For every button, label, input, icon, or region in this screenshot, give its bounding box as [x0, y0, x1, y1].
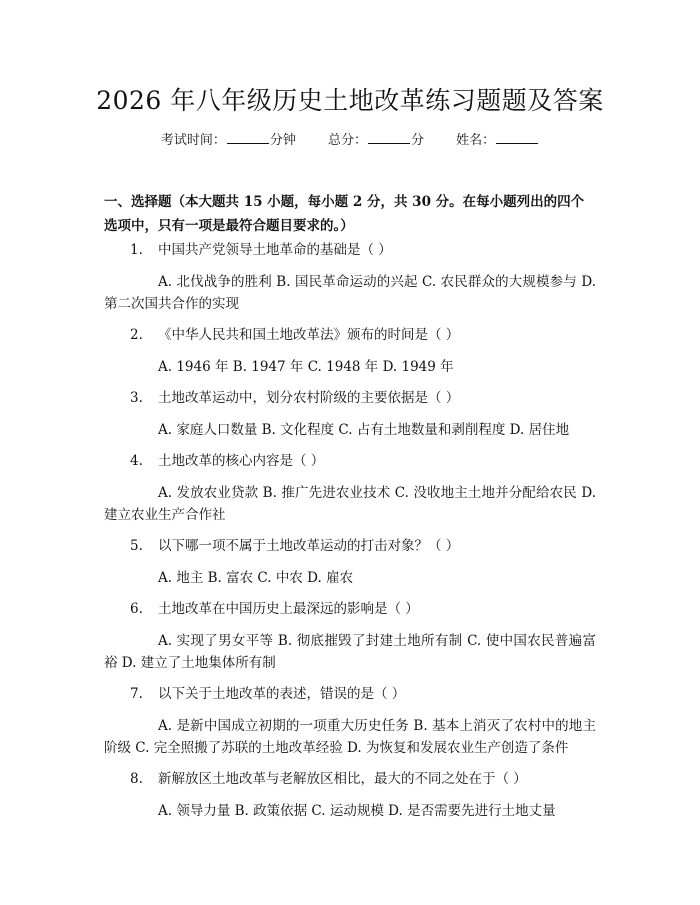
question-stem: 《中华人民共和国土地改革法》颁布的时间是（ ）	[158, 327, 460, 343]
question-list	[104, 240, 596, 832]
score-blank	[368, 132, 410, 144]
document-title: 2026 年八年级历史土地改革练习题题及答案	[96, 86, 604, 115]
question-options: A. 领导力量 B. 政策依据 C. 运动规模 D. 是否需要先进行土地丈量	[158, 803, 556, 819]
question-stem: 土地改革运动中，划分农村阶级的主要依据是（ ）	[158, 390, 460, 406]
time-field	[161, 131, 296, 151]
question-stem: 以下关于土地改革的表述，错误的是（ ）	[158, 686, 406, 702]
question-number: 5.	[130, 538, 143, 554]
question-options: A. 1946 年 B. 1947 年 C. 1948 年 D. 1949 年	[158, 359, 454, 375]
question-number: 1.	[130, 242, 143, 258]
question-stem: 中国共产党领导土地革命的基础是（ ）	[158, 242, 392, 258]
score-field	[328, 131, 424, 151]
question-item	[104, 769, 596, 822]
question-options: A. 北伐战争的胜利 B. 国民革命运动的兴起 C. 农民群众的大规模参与 D. 第二次国共合作的实现	[104, 274, 596, 312]
question-item	[104, 536, 596, 589]
question-options: A. 是新中国成立初期的一项重大历史任务 B. 基本上消灭了农村中的地主阶级 C. 完全照搬了苏联的土地改革经验 D. 为恢复和发展农业生产创造了条件	[104, 718, 596, 756]
time-blank	[227, 132, 269, 144]
question-item	[104, 388, 596, 441]
section-heading: 一、选择题（本大题共 15 小题，每小题 2 分，共 30 分。在每小题列出的四个选项中，只有一项是最符合题目要求的。）	[104, 194, 585, 234]
question-stem: 新解放区土地改革与老解放区相比，最大的不同之处在于（ ）	[158, 771, 527, 787]
score-label: 总分：	[327, 133, 367, 148]
question-options: A. 发放农业贷款 B. 推广先进农业技术 C. 没收地主土地并分配给农民 D. 建立农业生产合作社	[104, 485, 596, 523]
question-options: A. 地主 B. 富农 C. 中农 D. 雇农	[158, 570, 354, 586]
question-item	[104, 451, 596, 526]
question-item	[104, 325, 596, 378]
question-stem: 土地改革在中国历史上最深远的影响是（ ）	[158, 601, 419, 617]
time-unit: 分钟	[269, 133, 296, 148]
question-number: 8.	[130, 771, 143, 787]
question-number: 2.	[130, 327, 143, 343]
question-item	[104, 599, 596, 674]
question-number: 6.	[130, 601, 143, 617]
question-item	[104, 240, 596, 315]
question-stem: 土地改革的核心内容是（ ）	[158, 453, 325, 469]
score-unit: 分	[411, 133, 425, 148]
name-label: 姓名：	[456, 133, 496, 148]
question-item	[104, 684, 596, 759]
question-options: A. 家庭人口数量 B. 文化程度 C. 占有土地数量和剥削程度 D. 居住地	[158, 422, 570, 438]
question-options: A. 实现了男女平等 B. 彻底摧毁了封建土地所有制 C. 使中国农民普遍富裕 D. 建立了土地集体所有制	[104, 633, 596, 671]
question-number: 4.	[130, 453, 143, 469]
exam-meta	[0, 131, 700, 151]
name-field	[456, 131, 539, 151]
question-stem: 以下哪一项不属于土地改革运动的打击对象？（ ）	[158, 538, 460, 554]
name-blank	[496, 132, 538, 144]
question-number: 3.	[130, 390, 143, 406]
question-number: 7.	[130, 686, 143, 702]
time-label: 考试时间：	[160, 133, 226, 148]
